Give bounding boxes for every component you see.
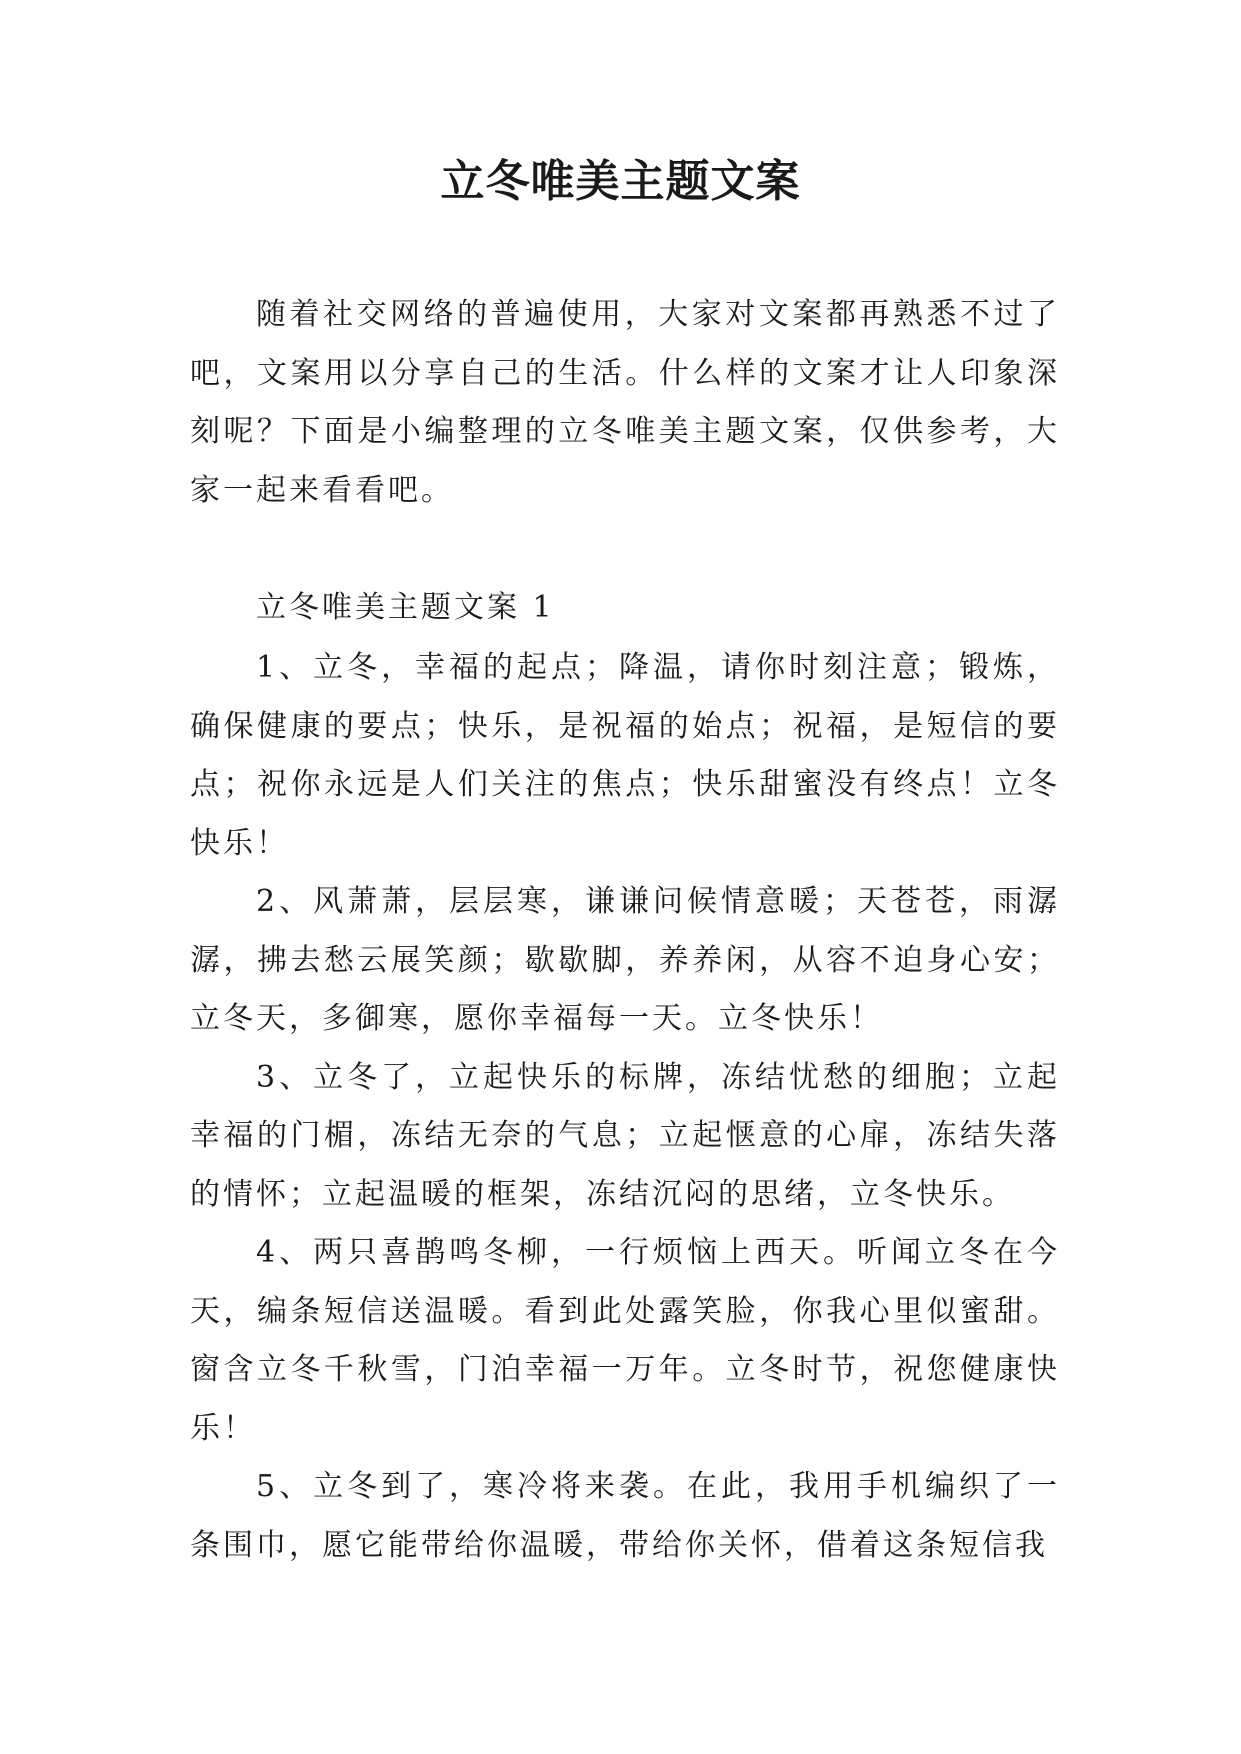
list-item: 5、立冬到了，寒冷将来袭。在此，我用手机编织了一条围巾，愿它能带给你温暖，带给你关怀，借着这条短信我 (190, 1469, 1060, 1563)
document-title: 立冬唯美主题文案 (440, 156, 801, 207)
section-heading: 立冬唯美主题文案 1 (256, 589, 555, 625)
paragraph-spacer (190, 520, 1060, 579)
document-body (190, 286, 1060, 1575)
intro-paragraph: 随着社交网络的普遍使用，大家对文案都再熟悉不过了吧，文案用以分享自己的生活。什么样的文案才让人印象深刻呢？下面是小编整理的立冬唯美主题文案，仅供参考，大家一起来看看吧。 (190, 297, 1060, 508)
list-item: 3、立冬了，立起快乐的标牌，冻结忧愁的细胞；立起幸福的门楣，冻结无奈的气息；立起惬意的心扉，冻结失落的情怀；立起温暖的框架，冻结沉闷的思绪，立冬快乐。 (190, 1059, 1060, 1212)
list-item: 1、立冬，幸福的起点；降温，请你时刻注意；锻炼，确保健康的要点；快乐，是祝福的始点；祝福，是短信的要点；祝你永远是人们关注的焦点；快乐甜蜜没有终点！立冬快乐！ (190, 650, 1060, 861)
list-item: 2、风萧萧，层层寒，谦谦问候情意暖；天苍苍，雨潺潺，拂去愁云展笑颜；歇歇脚，养养闲，从容不迫身心安；立冬天，多御寒，愿你幸福每一天。立冬快乐！ (190, 884, 1060, 1036)
list-item: 4、两只喜鹊鸣冬柳，一行烦恼上西天。听闻立冬在今天，编条短信送温暖。看到此处露笑脸，你我心里似蜜甜。窗含立冬千秋雪，门泊幸福一万年。立冬时节，祝您健康快乐！ (190, 1235, 1060, 1446)
